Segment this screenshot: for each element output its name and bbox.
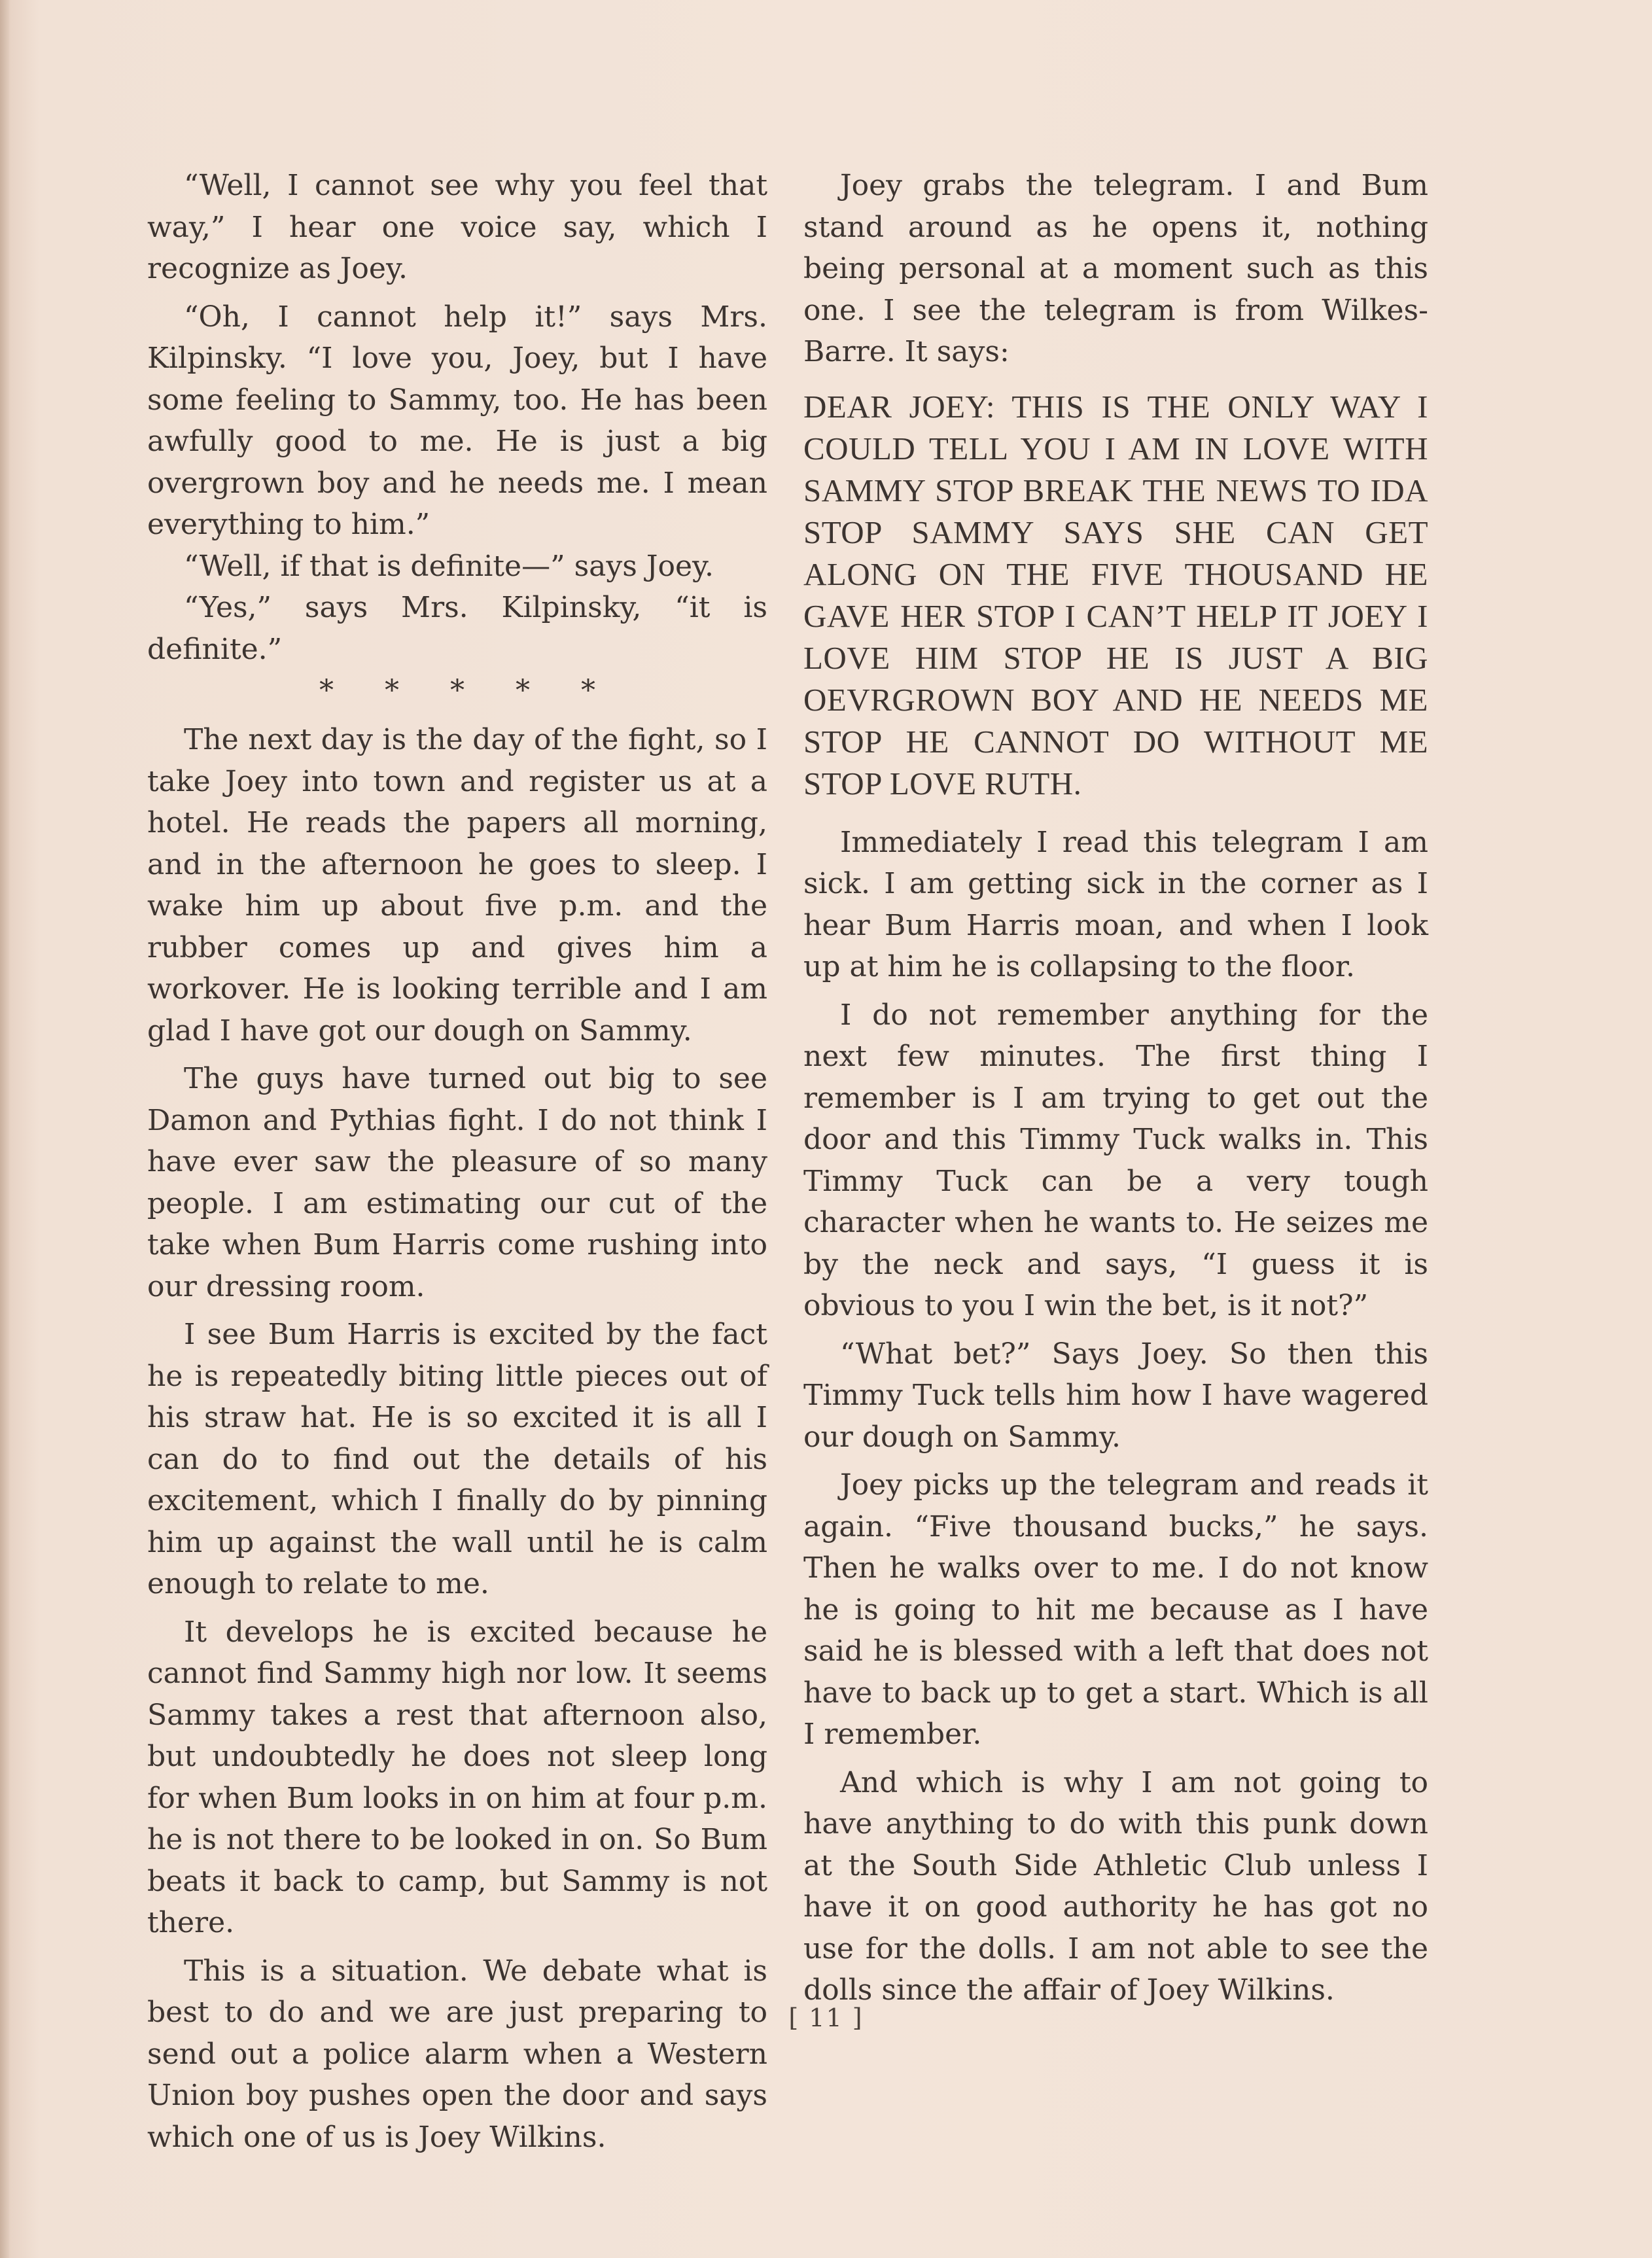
paragraph: This is a situation. We debate what is best to do and we are just preparing to send out a police alarm when a Western Union boy pushes open the door and says which one of us is Joey Wilkins. xyxy=(147,1954,767,2154)
paragraph: The guys have turned out big to see Damon and Pythias fight. I do not think I have ever saw the pleasure of so many people. I am estimating our cut of the take when Bum Harris come rushing into our dressing room. xyxy=(147,1062,767,1303)
paragraph: “Well, I cannot see why you feel that way,” I hear one voice say, which I recognize as Joey. xyxy=(147,169,767,285)
paragraph: Joey grabs the telegram. I and Bum stand around as he opens it, nothing being personal at a moment such as this one. I see the telegram is from Wilkes-Barre. It says: xyxy=(803,169,1428,368)
paragraph: I do not remember anything for the next few minutes. The first thing I remember is I am trying to get out the door and this Timmy Tuck walks in. This Timmy Tuck can be a very tough character when he wants to. He seizes me by the neck and says, “I guess it is obvious to you I win the bet, is it not?” xyxy=(803,998,1428,1322)
paragraph: “What bet?” Says Joey. So then this Timmy Tuck tells him how I have wagered our dough on Sammy. xyxy=(803,1337,1428,1454)
paragraph: “Well, if that is definite—” says Joey. xyxy=(184,549,714,583)
paragraph: I see Bum Harris is excited by the fact he is repeatedly biting little pieces out of his straw hat. He is so excited it is all I can do to find out the details of his excitement, which I finally do by pinning him up against the wall until he is calm enough to relate to me. xyxy=(147,1318,767,1600)
right-column xyxy=(803,165,1428,2018)
page-binding-edge xyxy=(0,0,9,2258)
paragraph: Joey picks up the telegram and reads it again. “Five thousand bucks,” he says. Then he walks over to me. I do not know he is going to hit me because as I have said he is blessed with a left that does not have to back up to get a start. Which is all I remember. xyxy=(803,1468,1428,1751)
paragraph: “Yes,” says Mrs. Kilpinsky, “it is definite.” xyxy=(147,591,767,666)
page-number: [ 11 ] xyxy=(788,2003,864,2032)
section-break: * * * * * xyxy=(319,674,595,707)
paragraph: The next day is the day of the fight, so I take Joey into town and register us at a hotel. He reads the papers all morning, and in the afternoon he goes to sleep. I wake him up about five p.m. and the rubber comes up and gives him a workover. He is looking terrible and I am glad I have got our dough on Sammy. xyxy=(147,723,767,1048)
paragraph: “Oh, I cannot help it!” says Mrs. Kilpinsky. “I love you, Joey, but I have some feeling to Sammy, too. He has been awfully good to me. He is just a big overgrown boy and he needs me. I mean everything to him.” xyxy=(147,300,767,541)
paragraph: Immediately I read this telegram I am sick. I am getting sick in the corner as I hear Bum Harris moan, and when I look up at him he is collapsing to the floor. xyxy=(803,825,1428,983)
telegram-text: DEAR JOEY: THIS IS THE ONLY WAY I COULD TELL YOU I AM IN LOVE WITH SAMMY STOP BREAK THE NEWS TO IDA STOP SAMMY SAYS SHE CAN GET ALONG ON THE FIVE THOUSAND HE GAVE HER STOP I CAN’T HELP IT JOEY I LOVE HIM STOP HE IS JUST A BIG OEVRGROWN BOY AND HE NEEDS ME STOP HE CANNOT DO WITHOUT ME STOP LOVE RUTH. xyxy=(803,388,1428,802)
left-column xyxy=(147,165,767,2164)
paragraph: And which is why I am not going to have anything to do with this punk down at the South Side Athletic Club unless I have it on good authority he has got no use for the dolls. I am not able to see the dolls since the affair of Joey Wilkins. xyxy=(803,1765,1428,2007)
paragraph: It develops he is excited because he cannot find Sammy high nor low. It seems Sammy takes a rest that afternoon also, but undoubtedly he does not sleep long for when Bum looks in on him at four p.m. he is not there to be looked in on. So Bum beats it back to camp, but Sammy is not there. xyxy=(147,1615,767,1939)
